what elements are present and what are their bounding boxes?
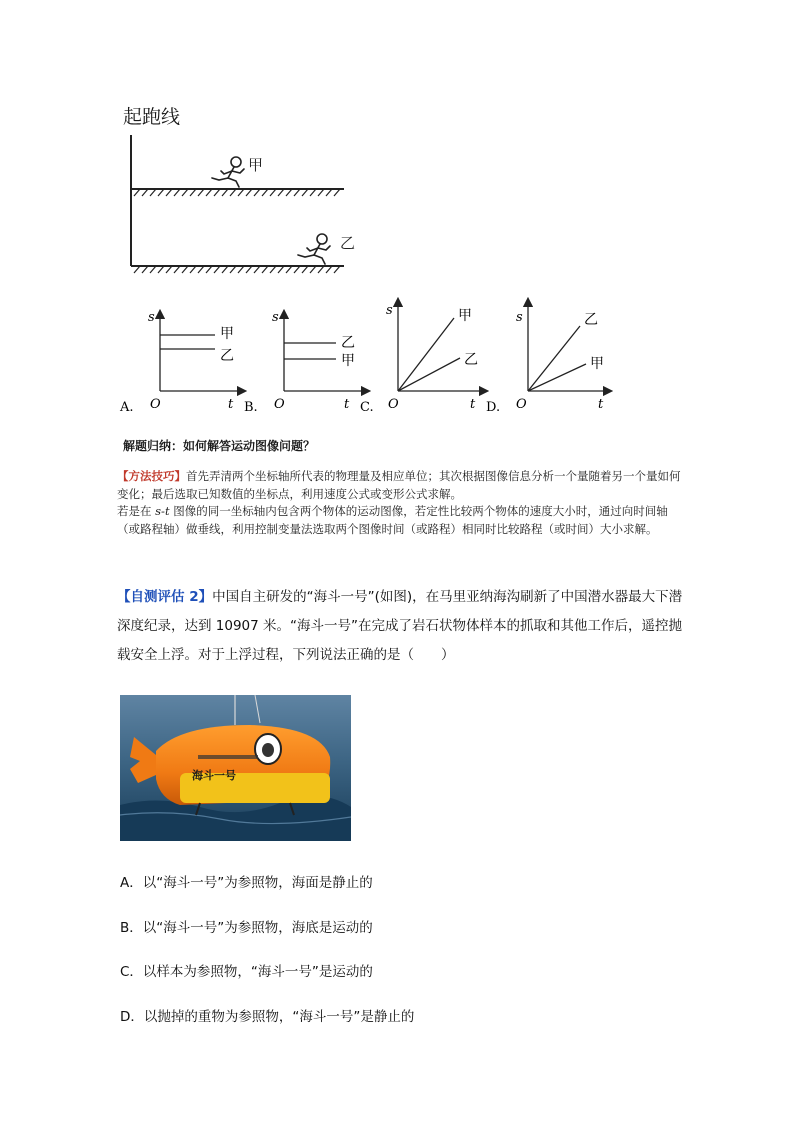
option-d: D．以抛掉的重物为参照物，“海斗一号”是静止的: [120, 1009, 415, 1025]
svg-text:O: O: [388, 397, 399, 412]
svg-text:甲: 甲: [341, 353, 355, 369]
svg-text:乙: 乙: [584, 312, 598, 328]
track-figure: [120, 125, 360, 275]
runner-yi-label: 乙: [340, 234, 356, 252]
svg-text:乙: 乙: [464, 352, 478, 368]
graph-b: [244, 310, 366, 415]
submersible-photo: [120, 695, 351, 841]
graph-a: [119, 310, 242, 415]
track-lower-hatch: [134, 266, 340, 273]
st-graphs: [112, 296, 632, 418]
svg-text:t: t: [344, 397, 350, 412]
option-a: A．以“海斗一号”为参照物，海面是静止的: [120, 875, 373, 891]
svg-text:s: s: [148, 310, 155, 325]
graph-b-option: B.: [244, 400, 258, 415]
question-tag: 【自测评估 2】: [117, 589, 213, 605]
graph-c: [360, 302, 484, 415]
svg-text:O: O: [274, 397, 285, 412]
svg-text:乙: 乙: [341, 335, 355, 351]
method-tag: 【方法技巧】: [117, 469, 186, 483]
runner-yi-icon: [298, 234, 330, 264]
graph-c-option: C.: [360, 400, 374, 415]
track-upper-hatch: [134, 189, 340, 196]
graph-d-option: D.: [486, 400, 501, 415]
svg-text:甲: 甲: [220, 326, 234, 342]
svg-text:甲: 甲: [458, 308, 472, 324]
summary-title: 解题归纳：如何解答运动图像问题？: [123, 439, 316, 453]
question: [117, 583, 687, 670]
svg-text:O: O: [516, 397, 527, 412]
option-c: C．以样本为参照物，“海斗一号”是运动的: [120, 964, 373, 980]
graph-d: [486, 302, 608, 415]
svg-text:t: t: [470, 397, 476, 412]
svg-text:s: s: [386, 303, 393, 318]
svg-text:O: O: [150, 397, 161, 412]
svg-text:s: s: [272, 310, 279, 325]
graph-a-option: A.: [120, 400, 134, 415]
option-b: B．以“海斗一号”为参照物，海底是运动的: [120, 920, 373, 936]
method-text-2: 图像的同一坐标轴内包含两个物体的运动图像，若定性比较两个物体的速度大小时，通过向时间轴（或路程轴）做垂线，利用控制变量法选取两个图像时间（或路程）相同时比较路程（或时间）大小求解。: [117, 504, 668, 536]
svg-text:s: s: [516, 310, 523, 325]
question-text: 中国自主研发的“海斗一号”(如图)，在马里亚纳海沟刷新了中国潜水器最大下潜深度纪录，达到 10907 米。“海斗一号”在完成了岩石状物体样本的抓取和其他工作后，遥控抛载安全上浮。对于上浮过程，下列说法正确的是（ ）: [117, 589, 683, 663]
svg-text:乙: 乙: [220, 348, 234, 364]
st-variable: s-t: [155, 504, 170, 519]
hull-text: 海斗一号: [192, 769, 236, 782]
runner-jia-icon: [212, 157, 244, 187]
svg-text:t: t: [598, 397, 604, 412]
svg-text:t: t: [228, 397, 234, 412]
start-line-label: 起跑线: [123, 106, 181, 128]
runner-jia-label: 甲: [248, 156, 264, 174]
svg-text:甲: 甲: [590, 356, 604, 372]
method-text-1: 首先弄清两个坐标轴所代表的物理量及相应单位；其次根据图像信息分析一个量随着另一个量如何变化；最后选取已知数值的坐标点，利用速度公式或变形公式求解。: [117, 469, 681, 501]
method-tips: 【方法技巧】首先弄清两个坐标轴所代表的物理量及相应单位；其次根据图像信息分析一个量随着另一个量如何变化；最后选取已知数值的坐标点，利用速度公式或变形公式求解。 若是在 s-t 图像的同一坐标轴内包含两个物体的运动图像，若定性比较两个物体的速度大小时，通过向时间轴（或路程轴）做垂线，利用控制变量法选取两个图像时间（或路程）相同时比较路程（或时间）大小求解。: [117, 469, 681, 536]
